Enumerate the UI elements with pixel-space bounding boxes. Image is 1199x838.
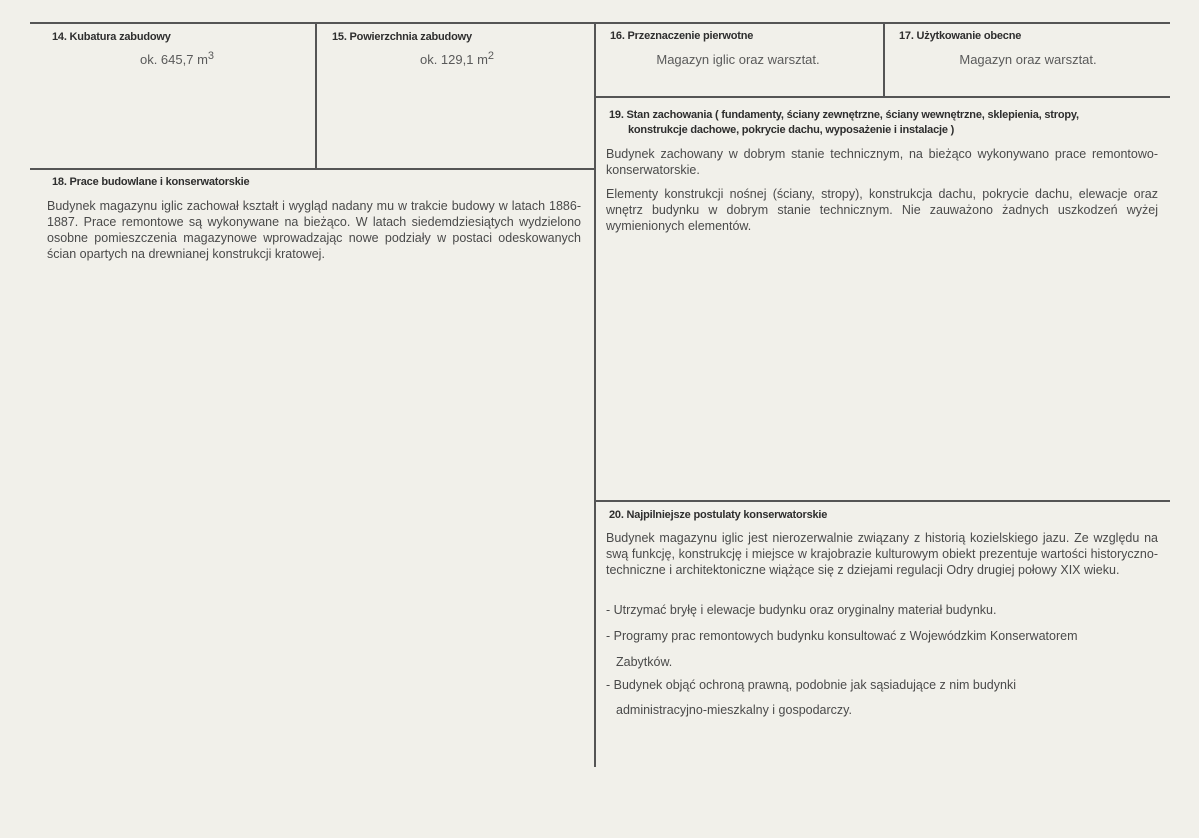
cell-16-title: 16. Przeznaczenie pierwotne (610, 30, 754, 42)
top-border (30, 22, 1170, 24)
divider-left-right (594, 22, 596, 767)
section-18-title: 18. Prace budowlane i konserwatorskie (52, 176, 250, 188)
cell-17-title: 17. Użytkowanie obecne (899, 30, 1022, 42)
section-19-title-line1: 19. Stan zachowania ( fundamenty, ściany zewnętrzne, ściany wewnętrzne, sklepienia, stropy, (609, 109, 1079, 121)
cell-14-title: 14. Kubatura zabudowy (52, 31, 171, 43)
area-unit-exponent: 2 (487, 50, 495, 62)
postulate-item-2-line-1: - Programy prac remontowych budynku konsultować z Wojewódzkim Konserwatorem (606, 629, 1078, 643)
section-18-text: Budynek magazynu iglic zachował kształt i wygląd nadany mu w trakcie budowy w latach 1886-1887. Prace remontowe są wykonywane na bieżąco. W latach siedemdziesiątych wydzielono osobne pomieszczenia magazynowe wprowadzając nowe podziały w postaci odeskowanych ścian opartych na drewnianej konstrukcji kratowej. (47, 199, 581, 261)
postulate-item-3-line-2: administracyjno-mieszkalny i gospodarczy. (616, 703, 852, 717)
postulate-item-3-line-1: - Budynek objąć ochroną prawną, podobnie jak sąsiadujące z nim budynki (606, 678, 1016, 692)
volume-value: ok. 645,7 m (139, 52, 208, 67)
section-20-top (594, 500, 1170, 502)
row-16-17-bottom (594, 96, 1170, 98)
section-19-title-line2: konstrukcje dachowe, pokrycie dachu, wyposażenie i instalacje ) (628, 124, 955, 136)
section-20-paragraph: Budynek magazynu iglic jest nierozerwalnie związany z historią kozielskiego jazu. Ze względu na swą funkcję, konstrukcję i miejsce w krajobrazie kulturowym obiekt prezentuje wartości historyczno-techniczne i architektoniczne wiążące się z dziejami regulacji Odry drugiej połowy XIX wieku. (606, 531, 1158, 577)
divider-14-15 (315, 22, 317, 168)
cell-16-value: Magazyn iglic oraz warsztat. (656, 52, 820, 67)
cell-17-value: Magazyn oraz warsztat. (959, 52, 1097, 67)
area-value: ok. 129,1 m (419, 52, 488, 67)
volume-unit-exponent: 3 (207, 50, 215, 62)
cell-14-value (52, 52, 302, 68)
section-19-paragraph-2: Elementy konstrukcji nośnej (ściany, stropy), konstrukcja dachu, pokrycie dachu, elewacje oraz wnętrz budynku w dobrym stanie technicznym. Nie zauważono żadnych uszkodzeń wyżej wymienionych elementów. (606, 187, 1158, 233)
postulate-item-2-line-2: Zabytków. (616, 655, 673, 669)
section-20-title: 20. Najpilniejsze postulaty konserwatorskie (609, 509, 828, 521)
divider-16-17 (883, 22, 885, 96)
section-18-top (30, 168, 594, 170)
cell-15-title: 15. Powierzchnia zabudowy (332, 31, 472, 43)
cell-15-value (332, 52, 582, 68)
section-19-paragraph-1: Budynek zachowany w dobrym stanie technicznym, na bieżąco wykonywano prace remontowo-konserwatorskie. (606, 147, 1158, 177)
postulate-item-1: - Utrzymać bryłę i elewacje budynku oraz oryginalny materiał budynku. (606, 603, 997, 617)
